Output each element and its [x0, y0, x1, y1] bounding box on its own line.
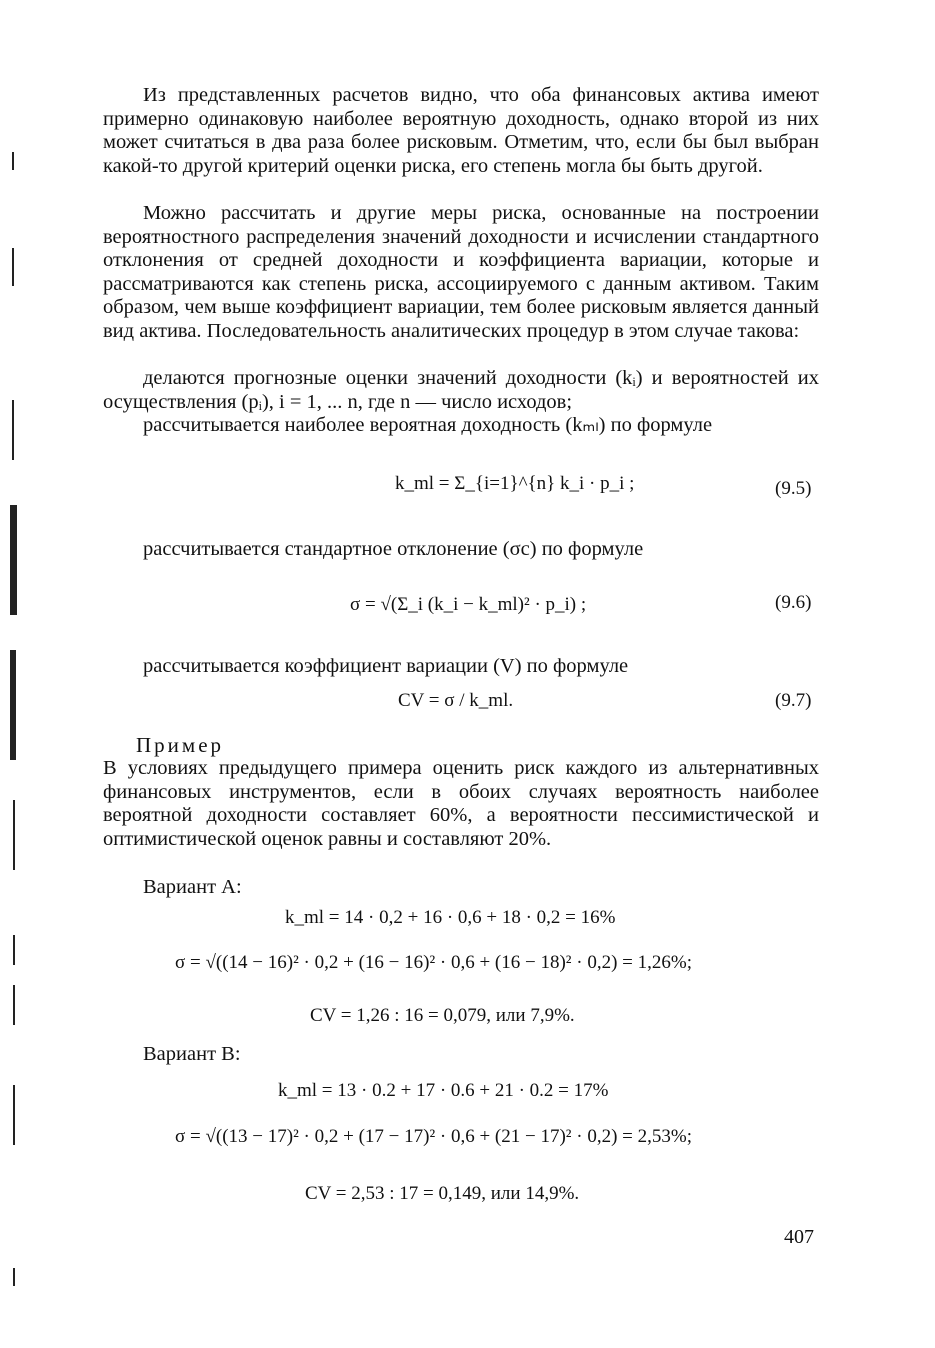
- variant-a-sigma: σ = √((14 − 16)² · 0,2 + (16 − 16)² · 0,6 + (16 − 18)² · 0,2) = 1,26%;: [175, 952, 692, 973]
- variant-a-cv: CV = 1,26 : 16 = 0,079, или 7,9%.: [310, 1005, 575, 1026]
- variant-b-label: Вариант В:: [143, 1043, 241, 1065]
- scan-mark: [13, 935, 15, 965]
- scan-mark: [12, 400, 14, 460]
- paragraph-7: В условиях предыдущего примера оценить риск каждого из альтернативных финансовых инструментов, если в обоих случаях вероятность наиболее вероятной доходности составляет 60%, а вероятности пессимистической и оптимистической оценок равны и составляют 20%.: [103, 757, 819, 850]
- formula-9-6: σ = √(Σ_i (k_i − k_ml)² · p_i) ;: [350, 594, 587, 615]
- variant-b-kml: k_ml = 13 · 0.2 + 17 · 0.6 + 21 · 0.2 = 17%: [278, 1080, 609, 1101]
- page-number: 407: [784, 1226, 814, 1248]
- paragraph-6: рассчитывается коэффициент вариации (V) по формуле: [143, 655, 629, 677]
- scan-mark: [13, 1268, 15, 1286]
- variant-b-sigma: σ = √((13 − 17)² · 0,2 + (17 − 17)² · 0,6 + (21 − 17)² · 0,2) = 2,53%;: [175, 1126, 692, 1147]
- variant-a-kml: k_ml = 14 · 0,2 + 16 · 0,6 + 18 · 0,2 = 16%: [285, 907, 616, 928]
- scan-mark: [12, 152, 14, 170]
- equation-number: (9.5): [775, 478, 812, 499]
- scan-mark: [13, 985, 15, 1025]
- paragraph-2: Можно рассчитать и другие меры риска, основанные на построении вероятностного распределения значений доходности и исчислении стандартного отклонения от средней доходности и коэффициента вариации, которые и рассматриваются как степень риска, ассоциируемого с данным активом. Таким образом, чем выше коэффициент вариации, тем более рисковым является данный вид актива. Последовательность аналитических процедур в этом случае такова:: [103, 202, 819, 342]
- equation-number: (9.6): [775, 592, 812, 613]
- scan-mark: [13, 1085, 15, 1145]
- paragraph-3: делаются прогнозные оценки значений доходности (kᵢ) и вероятностей их осуществления (pᵢ), i = 1, ... n, где n — число исходов;: [103, 367, 819, 413]
- variant-a-label: Вариант А:: [143, 876, 242, 898]
- variant-b-cv: CV = 2,53 : 17 = 0,149, или 14,9%.: [305, 1183, 580, 1204]
- scan-mark: [13, 800, 15, 870]
- paragraph-1: Из представленных расчетов видно, что оба финансовых актива имеют примерно одинаковую наиболее вероятную доходность, однако второй из них может считаться в два раза более рисковым. Отметим, что, если бы был выбран какой-то другой критерий оценки риска, его степень могла бы быть другой.: [103, 84, 819, 177]
- scan-mark: [12, 248, 14, 286]
- paragraph-5: рассчитывается стандартное отклонение (σc) по формуле: [143, 538, 644, 560]
- paragraph-4: рассчитывается наиболее вероятная доходность (kₘₗ) по формуле: [143, 414, 713, 436]
- formula-9-7: CV = σ / k_ml.: [398, 690, 514, 711]
- equation-number: (9.7): [775, 690, 812, 711]
- scan-mark: [10, 505, 17, 615]
- example-heading: Пример: [136, 733, 225, 757]
- formula-9-5: k_ml = Σ_{i=1}^{n} k_i · p_i ;: [395, 473, 635, 494]
- scan-mark: [10, 650, 16, 760]
